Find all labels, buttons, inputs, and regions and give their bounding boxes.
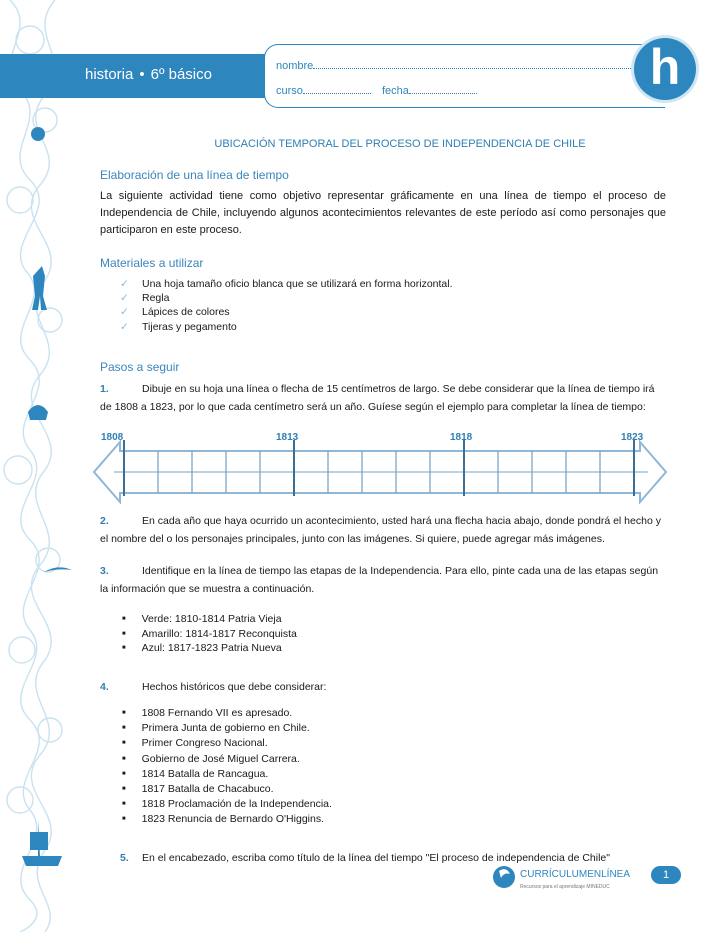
material-item: ✓ Lápices de colores bbox=[120, 306, 230, 318]
section-heading-materials: Materiales a utilizar bbox=[100, 256, 204, 270]
curriculum-logo bbox=[492, 862, 642, 892]
page-number: 1 bbox=[651, 866, 681, 884]
step-number: 4. bbox=[100, 681, 109, 693]
step-number: 5. bbox=[120, 852, 129, 864]
list-item: ■ 1808 Fernando VII es apresado. bbox=[122, 706, 332, 721]
step-3: 3. Identifique en la línea de tiempo las etapas de la Independencia. Para ello, pinte cada una de las etapas según la información que se muestra a continuación. bbox=[100, 562, 666, 598]
step-4: 4. Hechos históricos que debe considerar: bbox=[100, 678, 666, 696]
list-item: ■ Gobierno de José Miguel Carrera. bbox=[122, 752, 332, 767]
year-label: 1818 bbox=[450, 432, 473, 443]
step-number: 3. bbox=[100, 565, 109, 577]
list-item: ■ 1818 Proclamación de la Independencia. bbox=[122, 797, 332, 812]
step-number: 1. bbox=[100, 383, 109, 395]
year-label: 1823 bbox=[621, 432, 644, 443]
material-item: ✓ Regla bbox=[120, 292, 170, 304]
list-item: ■ Azul: 1817-1823 Patria Nueva bbox=[122, 641, 297, 656]
step-1: 1. Dibuje en su hoja una línea o flecha de 15 centímetros de largo. Se debe considerar que la línea de tiempo irá de 1808 a 1823, por lo que cada centímetro será un año. Guíese según el ejemplo para completar la línea de tiempo: bbox=[100, 380, 666, 416]
checkmark-icon: ✓ bbox=[120, 321, 129, 333]
subject-name: historia bbox=[85, 66, 134, 83]
date-field[interactable] bbox=[382, 85, 477, 97]
checkmark-icon: ✓ bbox=[120, 306, 129, 318]
list-item: ■ Amarillo: 1814-1817 Reconquista bbox=[122, 627, 297, 642]
section-heading-steps: Pasos a seguir bbox=[100, 360, 180, 374]
year-label: 1813 bbox=[276, 432, 299, 443]
list-item: ■ Verde: 1810-1814 Patria Vieja bbox=[122, 612, 297, 627]
subject-label: historia • 6º básico bbox=[85, 66, 212, 83]
material-item: ✓ Tijeras y pegamento bbox=[120, 321, 237, 333]
brand-tagline: Recursos para el aprendizaje MINEDUC bbox=[520, 884, 610, 890]
list-item: ■ Primera Junta de gobierno en Chile. bbox=[122, 721, 332, 736]
list-item: ■ 1823 Renuncia de Bernardo O'Higgins. bbox=[122, 812, 332, 827]
step-number: 2. bbox=[100, 515, 109, 527]
intro-paragraph: La siguiente actividad tiene como objetivo representar gráficamente en una línea de tiempo el proceso de Independencia de Chile, incluyendo algunos acontecimientos relevantes de este período así como personajes que participaron en este proceso. bbox=[100, 190, 666, 236]
material-item: ✓ Una hoja tamaño oficio blanca que se utilizará en forma horizontal. bbox=[120, 278, 453, 290]
course-label: curso bbox=[276, 85, 303, 97]
list-item: ■ 1814 Batalla de Rancagua. bbox=[122, 767, 332, 782]
name-field[interactable] bbox=[276, 60, 633, 72]
stages-list bbox=[122, 612, 297, 656]
facts-list bbox=[122, 706, 332, 828]
list-item: ■ 1817 Batalla de Chacabuco. bbox=[122, 782, 332, 797]
course-field[interactable] bbox=[276, 85, 371, 97]
student-info-box bbox=[264, 44, 665, 108]
date-label: fecha bbox=[382, 85, 409, 97]
grade-name: 6º básico bbox=[150, 66, 212, 83]
checkmark-icon: ✓ bbox=[120, 292, 129, 304]
page-title: UBICACIÓN TEMPORAL DEL PROCESO DE INDEPENDENCIA DE CHILE bbox=[214, 138, 586, 150]
step-2: 2. En cada año que haya ocurrido un acontecimiento, usted hará una flecha hacia abajo, donde pondrá el hecho y el nombre del o los personajes principales, junto con las imágenes. Si quiere, puede agregar más imágenes. bbox=[100, 512, 666, 548]
timeline-arrow bbox=[92, 440, 672, 504]
step-5: 5. En el encabezado, escriba como título de la línea del tiempo "El proceso de independencia de Chile" bbox=[120, 849, 640, 867]
section-heading-timeline: Elaboración de una línea de tiempo bbox=[100, 168, 289, 182]
list-item: ■ Primer Congreso Nacional. bbox=[122, 736, 332, 751]
checkmark-icon: ✓ bbox=[120, 278, 129, 290]
h-logo: h bbox=[634, 38, 696, 100]
decorative-border bbox=[0, 0, 78, 932]
name-label: nombre bbox=[276, 60, 314, 72]
brand-name: CURRÍCULUMENLÍNEA bbox=[520, 869, 631, 880]
year-label: 1808 bbox=[101, 432, 124, 443]
